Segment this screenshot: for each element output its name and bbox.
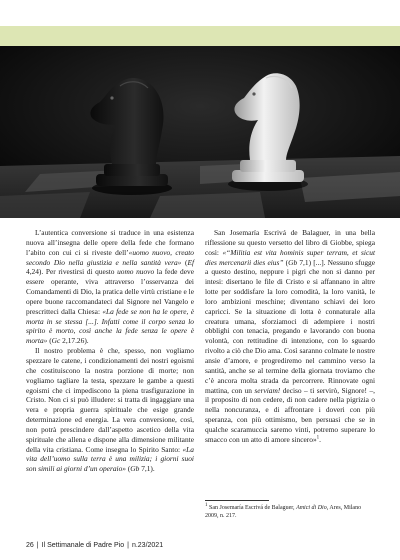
page-footer [26, 540, 163, 550]
paragraph [26, 346, 194, 474]
footnote-ref: 1 [316, 435, 320, 441]
text-run: deciso – ti servirò, Signore! –, il proposito di non cedere, di non cadere nella pigrizia o nella noncuranza, e di affrontare i doveri con più speranza, con più ottimismo, ben persuasi che se in qualche scaramuccia saremo vinti, potremo superare lo smacco con un atto di amore sincero» [205, 385, 375, 444]
text-run: 2,17.26). [60, 336, 89, 346]
text-run: ( [283, 257, 289, 267]
footnote [205, 504, 375, 520]
quote-italic: «uomo nuovo, creato secondo Dio nella giustizia e nella santità vera» [26, 247, 194, 267]
chess-photo [0, 46, 400, 218]
footnote-text: San Josemaría Escrivá de Balaguer, [207, 505, 297, 511]
paragraph [205, 228, 375, 445]
publication-title: Il Settimanale di Padre Pio [41, 541, 125, 549]
text-run: ( [181, 257, 188, 267]
chess-board [0, 156, 400, 218]
citation-book: Ef [187, 257, 195, 267]
footnote-text: , Ares, Milano 2009, n. 217. [205, 505, 362, 519]
text-run: L’autentica conversione si traduce in una esistenza nuova all’insegna delle opere della fede che formano l’abito con cui ci si riveste dell’ [26, 228, 194, 257]
top-margin [0, 0, 400, 26]
footnote-divider [205, 500, 269, 501]
issue-number: n.23/2021 [131, 541, 164, 549]
citation-book: Gb [288, 257, 298, 267]
text-run: la fede deve essere operante, viva attraverso l’osservanza dei Comandamenti di Dio, la pratica delle virtù cristiane e le opere buone raccomandateci dal Signore nel Vangelo e prescritteci dalla Chiesa: [26, 267, 195, 316]
quote-italic: «La vita dell’uomo sulla terra è una milizia; i giorni suoi son simili ai giorni d’un operaio» [26, 444, 194, 474]
emphasis-italic: uomo nuovo [117, 267, 155, 277]
emphasis-italic: serviam! [254, 385, 281, 395]
chess-knights-illustration [0, 46, 400, 218]
footer-separator: | [36, 541, 39, 549]
paragraph [26, 228, 194, 346]
quote-italic: «“Militia est vita hominis super terram, et sicut dies mercenarii dies eius” [205, 247, 375, 267]
text-run: Il nostro problema è che, spesso, non vogliamo spezzare le catene, i condizionamenti dei nostri egoismi che costituiscono la nostra porzione di morte; non vogliamo tagliare la testa, spezzare le gambe a questi egoismi che ci impediscono la piena trasfigurazione in Cristo. Non ci si può illudere: si tratta di ingaggiare una vera e propria guerra spirituale che esige grande determinazione ed energia. La vera conversione, così, non potrà prescindere dall’aspetto ascetico della vita spirituale che allena e dispone alla dimensione militante della vita cristiana. Come insegna lo Spirito Santo: [26, 346, 194, 454]
text-run: 7,1) [...]. Nessuno sfugge a questo destino, neppure i pigri che non si danno per intesi: disertano le file di Cristo e si affannano in altre lotte per soddisfare la loro comodità, la loro vanità, le loro ambizioni meschine; diventano schiavi dei loro capricci. Se la situazione di lotta è connaturale alla creatura umana, sforziamoci di adempiere i nostri obblighi con tenacia, pregando e lavorando con buona volontà, con rettitudine di intenzione, con lo sguardo rivolto a ciò che Dio ama. Così saranno colmate le nostre ansie d’amore, e progrediremo nel cammino verso la santità, anche se al termine della giornata troviamo che c’è ancora molta strada da percorrere. Rinnovate ogni mattina, con un [205, 257, 376, 395]
citation-book: Gc [51, 336, 61, 346]
text-column-right [205, 228, 375, 445]
accent-band [0, 26, 400, 46]
text-run: San Josemaría Escrivá de Balaguer, in una bella riflessione su questo versetto del libro di Giobbe, spiega così: [205, 228, 375, 257]
page-number: 26 [26, 541, 34, 549]
text-run: ( [47, 336, 52, 346]
text-run: . [319, 434, 322, 444]
footnote-number: 1 [205, 503, 208, 508]
footnote-title: Amici di Dio [296, 505, 327, 511]
text-run: 4,24). Per rivestirsi di questo [26, 267, 118, 277]
footer-separator: | [127, 541, 129, 549]
text-run: 7,1). [139, 464, 155, 474]
citation-book: Gb [130, 464, 140, 474]
text-run: ( [125, 464, 131, 474]
text-column-left [26, 228, 194, 474]
quote-italic: «La fede se non ha le opere, è morta in se stessa [...]. Infatti come il corpo senza lo spirito è morto, così anche la fede senza le opere è morta» [26, 306, 194, 346]
